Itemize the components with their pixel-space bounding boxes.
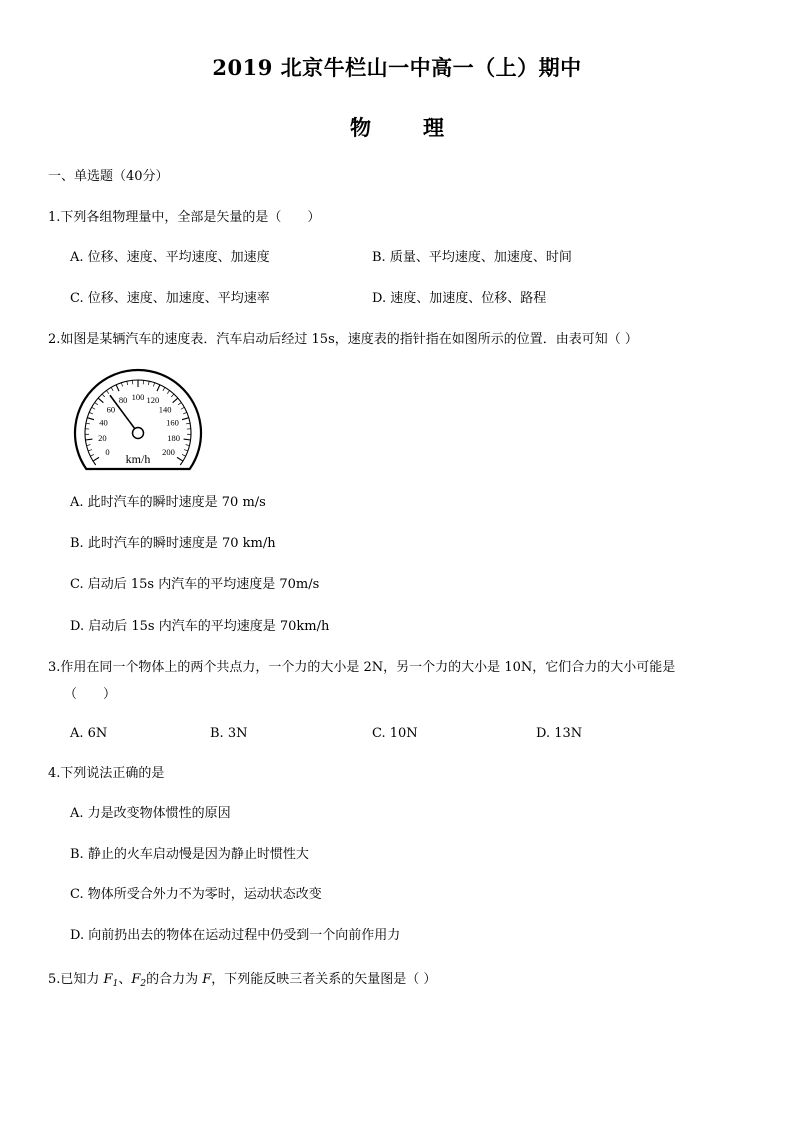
q2-stem: 2.如图是某辆汽车的速度表．汽车启动后经过 15s，速度表的指针指在如图所示的位置．由表可知（ ）	[48, 332, 638, 347]
gauge-tick	[157, 385, 160, 391]
q5-sep: 、	[118, 972, 132, 987]
gauge-tick	[86, 423, 90, 424]
q3-option-c: C. 10N	[372, 726, 418, 741]
q3-option-b: B. 3N	[210, 726, 248, 741]
gauge-tick	[153, 383, 154, 387]
gauge-tick	[177, 457, 183, 461]
gauge-tick	[163, 387, 165, 390]
gauge-tick	[111, 387, 113, 390]
q5-stem-mid: 的合力为	[146, 972, 199, 987]
gauge-tick	[89, 412, 93, 414]
q1-option-b: B. 质量、平均速度、加速度、时间	[372, 250, 572, 265]
gauge-tick	[93, 457, 99, 461]
q4-option-b: B. 静止的火车启动慢是因为静止时惯性大	[70, 847, 309, 862]
gauge-tick	[121, 383, 122, 387]
q4-stem: 4.下列说法正确的是	[48, 766, 165, 781]
gauge-tick	[178, 403, 181, 405]
q2-option-c: C. 启动后 15s 内汽车的平均速度是 70m/s	[70, 577, 320, 592]
q3-stem: 3.作用在同一个物体上的两个共点力，一个力的大小是 2N，另一个力的大小是 10N，它们合力的大小可能是	[48, 660, 676, 675]
q3-stem-bracket: （ ）	[64, 687, 117, 702]
subject-char-1: 物	[350, 115, 371, 140]
q3-option-d: D. 13N	[536, 726, 583, 741]
gauge-tick-label: 100	[131, 392, 145, 402]
q5-stem-pre: 5.已知力	[48, 972, 100, 987]
q5-force-f1: $F_1$	[103, 972, 119, 989]
gauge-tick-label: 60	[106, 404, 116, 415]
subject-char-2: 理	[423, 115, 444, 140]
gauge-tick	[167, 390, 169, 393]
gauge-tick	[186, 423, 190, 424]
gauge-unit-label: km/h	[125, 452, 151, 466]
q1-option-c: C. 位移、速度、加速度、平均速率	[70, 291, 270, 306]
gauge-tick	[116, 385, 119, 391]
gauge-tick	[127, 381, 128, 385]
q1-stem: 1.下列各组物理量中，全部是矢量的是（ ）	[48, 210, 321, 225]
gauge-tick-label: 160	[166, 417, 179, 428]
gauge-tick	[95, 403, 98, 405]
q4-option-a: A. 力是改变物体惯性的原因	[70, 806, 231, 821]
gauge-tick-label: 20	[98, 432, 107, 443]
q3-option-a: A. 6N	[70, 726, 108, 741]
gauge-tick	[183, 412, 187, 414]
gauge-tick-label: 180	[167, 432, 181, 443]
q4-option-c: C. 物体所受合外力不为零时，运动状态改变	[70, 887, 322, 902]
gauge-tick	[182, 454, 186, 456]
q2-option-b: B. 此时汽车的瞬时速度是 70 km/h	[70, 536, 276, 551]
q5-force-f: F	[202, 972, 212, 987]
q5-stem	[48, 971, 436, 993]
gauge-tick	[148, 381, 149, 385]
gauge-tick	[181, 407, 184, 409]
gauge-tick-label: 140	[158, 404, 172, 415]
gauge-tick	[171, 394, 174, 397]
gauge-tick	[186, 445, 190, 446]
q1-option-d: D. 速度、加速度、位移、路程	[372, 291, 547, 306]
page-title: 2019 北京牛栏山一中高一（上）期中	[212, 55, 582, 80]
gauge-tick	[106, 390, 108, 393]
q2-option-d: D. 启动后 15s 内汽车的平均速度是 70km/h	[70, 619, 330, 634]
q1-option-a: A. 位移、速度、平均速度、加速度	[70, 250, 270, 265]
gauge-tick-label: 120	[146, 395, 160, 406]
gauge-tick-label: 200	[162, 447, 175, 458]
gauge-tick-label: 80	[118, 395, 128, 406]
gauge-tick-label: 40	[99, 417, 108, 428]
q5-force-f2: $F_2$	[131, 972, 147, 989]
gauge-tick	[173, 398, 178, 403]
gauge-tick	[85, 439, 92, 440]
gauge-tick	[182, 418, 189, 420]
gauge-tick	[184, 439, 191, 440]
gauge-tick	[92, 407, 95, 409]
gauge-tick-label: 0	[105, 447, 110, 458]
section-heading: 一、单选题（40分）	[48, 169, 169, 184]
gauge-hub	[133, 428, 144, 439]
gauge-labels	[98, 392, 180, 457]
gauge-tick	[102, 394, 105, 397]
gauge-tick	[87, 445, 91, 446]
speedometer-figure	[72, 368, 208, 476]
gauge-tick	[87, 418, 94, 420]
gauge-tick	[98, 398, 103, 403]
q5-stem-post: ，下列能反映三者关系的矢量图是（ ）	[211, 972, 437, 987]
q4-option-d: D. 向前扔出去的物体在运动过程中仍受到一个向前作用力	[70, 928, 401, 943]
gauge-tick	[184, 450, 188, 451]
gauge-tick	[88, 450, 92, 451]
q2-option-a: A. 此时汽车的瞬时速度是 70 m/s	[70, 495, 266, 510]
gauge-tick	[90, 454, 94, 456]
